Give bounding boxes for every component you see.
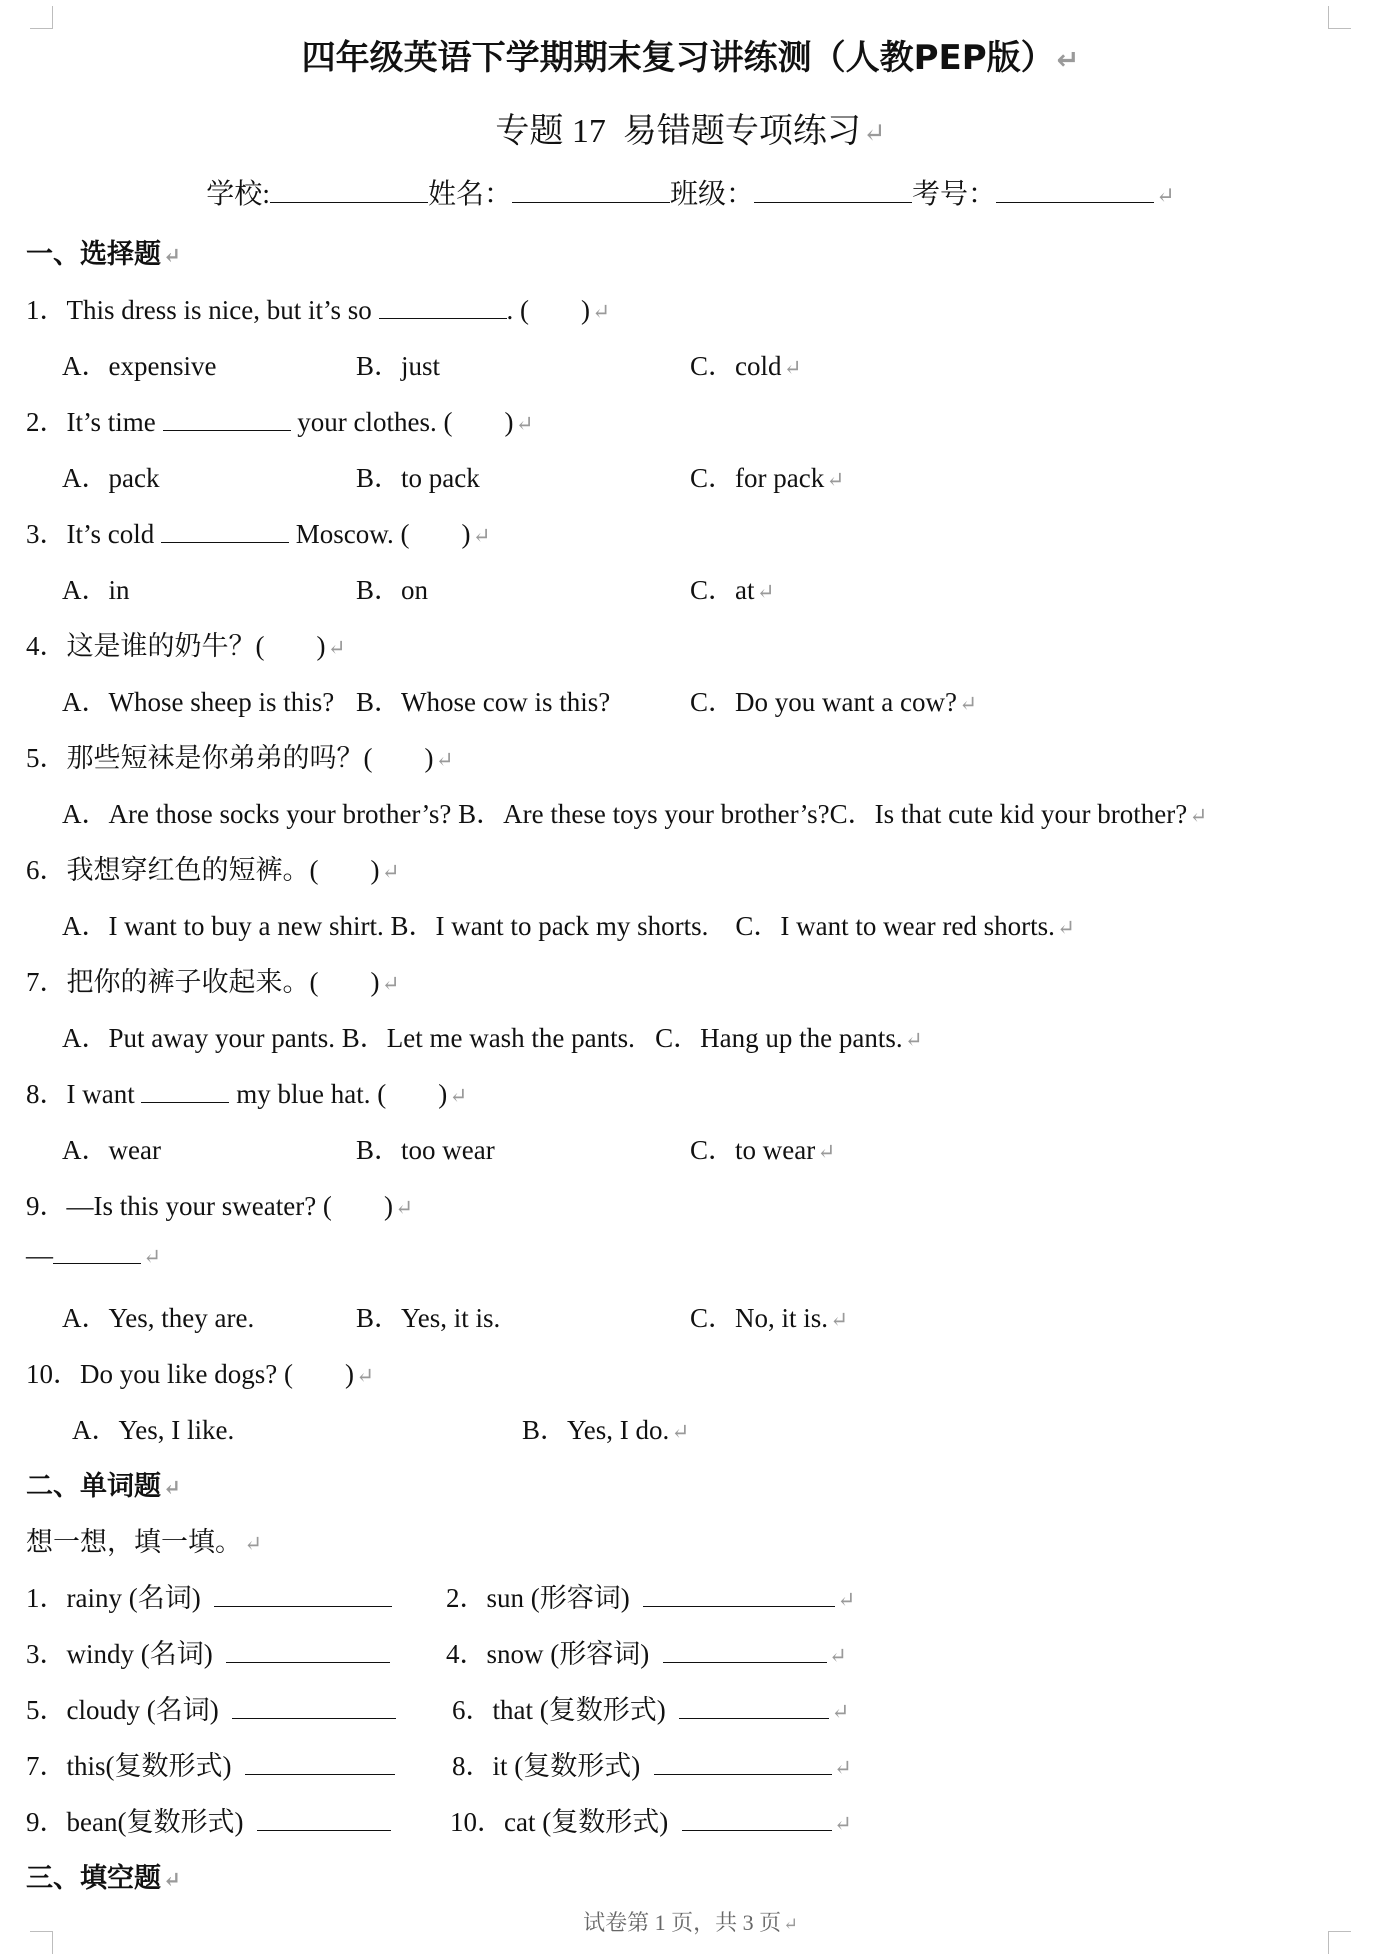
option-c[interactable]: C．Is that cute kid your brother?	[829, 799, 1188, 829]
answer-blank[interactable]	[53, 1241, 141, 1264]
question-3: 3．It’s cold Moscow. ( )↵	[26, 519, 491, 549]
option-b[interactable]: B．just	[356, 351, 441, 381]
question-6: 6．我想穿红色的短裤。( )↵	[26, 855, 400, 885]
name-blank[interactable]	[512, 176, 670, 203]
option-b[interactable]: B．Are these toys your brother’s?	[458, 799, 830, 829]
question-1: 1．This dress is nice, but it’s so . ( )↵	[26, 295, 611, 325]
word-item: 10．cat (复数形式) ↵	[450, 1807, 852, 1837]
word-item: 9．bean(复数形式)	[26, 1800, 391, 1839]
question-9-answer-line: — ↵	[26, 1240, 162, 1270]
answer-blank[interactable]	[663, 1640, 827, 1663]
question-2: 2．It’s time your clothes. ( )↵	[26, 407, 534, 437]
page-title: 四年级英语下学期期末复习讲练测（人教PEP版）↵	[301, 38, 1080, 78]
question-4: 4．这是谁的奶牛？( )↵	[26, 631, 346, 661]
class-blank[interactable]	[754, 176, 912, 203]
question-5: 5．那些短袜是你弟弟的吗？( )↵	[26, 743, 454, 773]
option-c[interactable]: C．I want to wear red shorts.	[735, 911, 1055, 941]
answer-blank[interactable]	[682, 1808, 832, 1831]
option-a[interactable]: A．Yes, they are.	[62, 1303, 255, 1333]
word-item: 3．windy (名词)	[26, 1632, 390, 1671]
question-10: 10．Do you like dogs? ( )↵	[26, 1359, 375, 1389]
word-item: 8．it (复数形式) ↵	[452, 1751, 852, 1781]
section-heading: 二、单词题↵	[26, 1471, 182, 1501]
option-a[interactable]: A．Are those socks your brother’s?	[62, 799, 452, 829]
word-item: 4．snow (形容词) ↵	[446, 1639, 847, 1669]
word-item: 6．that (复数形式) ↵	[452, 1695, 850, 1725]
option-a[interactable]: A．Put away your pants.	[62, 1023, 335, 1053]
answer-blank[interactable]	[245, 1752, 395, 1775]
class-label: 班级：	[670, 179, 755, 210]
option-b[interactable]: B．Yes, I do.↵	[522, 1415, 690, 1445]
option-b[interactable]: B．Yes, it is.	[356, 1303, 501, 1333]
option-b[interactable]: B．on	[356, 575, 429, 605]
option-c[interactable]: C．cold↵	[690, 351, 802, 381]
answer-blank[interactable]	[163, 408, 291, 431]
name-label: 姓名：	[427, 179, 512, 210]
page-footer: 试卷第 1 页，共 3 页 ↵	[583, 1910, 798, 1935]
option-row: A．I want to buy a new shirt. B．I want to pack my shorts. C．I want to wear red shorts.↵	[62, 911, 1075, 941]
crop-mark-top-left	[30, 6, 53, 29]
answer-blank[interactable]	[226, 1640, 390, 1663]
option-a[interactable]: A．wear	[62, 1135, 161, 1165]
word-item: 2．sun (形容词) ↵	[446, 1583, 856, 1613]
option-b[interactable]: B．I want to pack my shorts.	[390, 911, 709, 941]
student-info-line: 学校: 姓名： 班级： 考号： ↵	[0, 172, 1381, 212]
answer-blank[interactable]	[379, 296, 507, 319]
option-b[interactable]: B．too wear	[356, 1135, 495, 1165]
option-c[interactable]: C．Do you want a cow?↵	[690, 687, 978, 717]
exam-no-blank[interactable]	[996, 176, 1154, 203]
option-a[interactable]: A．I want to buy a new shirt.	[62, 911, 384, 941]
page-subtitle: 专题 17 易错题专项练习↵	[495, 113, 886, 150]
section-instruction: 想一想，填一填。↵	[26, 1527, 263, 1557]
option-c[interactable]: C．at↵	[690, 575, 775, 605]
answer-blank[interactable]	[214, 1584, 392, 1607]
option-b[interactable]: B．to pack	[356, 463, 480, 493]
answer-blank[interactable]	[232, 1696, 396, 1719]
question-7: 7．把你的裤子收起来。( )↵	[26, 967, 400, 997]
exam-no-label: 考号：	[912, 179, 997, 210]
option-a[interactable]: A．pack	[62, 463, 160, 493]
answer-blank[interactable]	[679, 1696, 829, 1719]
school-label: 学校:	[206, 179, 270, 210]
option-c[interactable]: C．to wear↵	[690, 1135, 836, 1165]
answer-blank[interactable]	[141, 1080, 229, 1103]
option-a[interactable]: A．expensive	[62, 351, 217, 381]
answer-blank[interactable]	[643, 1584, 835, 1607]
word-item: 1．rainy (名词)	[26, 1576, 392, 1615]
option-a[interactable]: A．in	[62, 575, 130, 605]
question-9: 9．—Is this your sweater? ( )↵	[26, 1191, 414, 1221]
section-heading: 三、填空题↵	[26, 1863, 182, 1893]
option-c[interactable]: C．for pack↵	[690, 463, 845, 493]
option-a[interactable]: A．Whose sheep is this?	[62, 687, 335, 717]
option-c[interactable]: C．Hang up the pants.	[655, 1023, 903, 1053]
question-8: 8．I want my blue hat. ( )↵	[26, 1079, 468, 1109]
option-row: A．Put away your pants. B．Let me wash the pants. C．Hang up the pants.↵	[62, 1023, 923, 1053]
option-c[interactable]: C．No, it is.↵	[690, 1303, 849, 1333]
school-blank[interactable]	[270, 176, 428, 203]
section-heading: 一、选择题↵	[26, 239, 182, 269]
word-item: 7．this(复数形式)	[26, 1744, 395, 1783]
option-a[interactable]: A．Yes, I like.	[72, 1415, 235, 1445]
option-b[interactable]: B．Let me wash the pants.	[341, 1023, 635, 1053]
word-item: 5．cloudy (名词)	[26, 1688, 396, 1727]
answer-blank[interactable]	[161, 520, 289, 543]
option-row: A．Are those socks your brother’s? B．Are these toys your brother’s?C．Is that cute kid your brother?↵	[62, 799, 1208, 829]
option-b[interactable]: B．Whose cow is this?	[356, 687, 611, 717]
answer-blank[interactable]	[654, 1752, 832, 1775]
crop-mark-top-right	[1328, 6, 1351, 29]
answer-blank[interactable]	[257, 1808, 391, 1831]
